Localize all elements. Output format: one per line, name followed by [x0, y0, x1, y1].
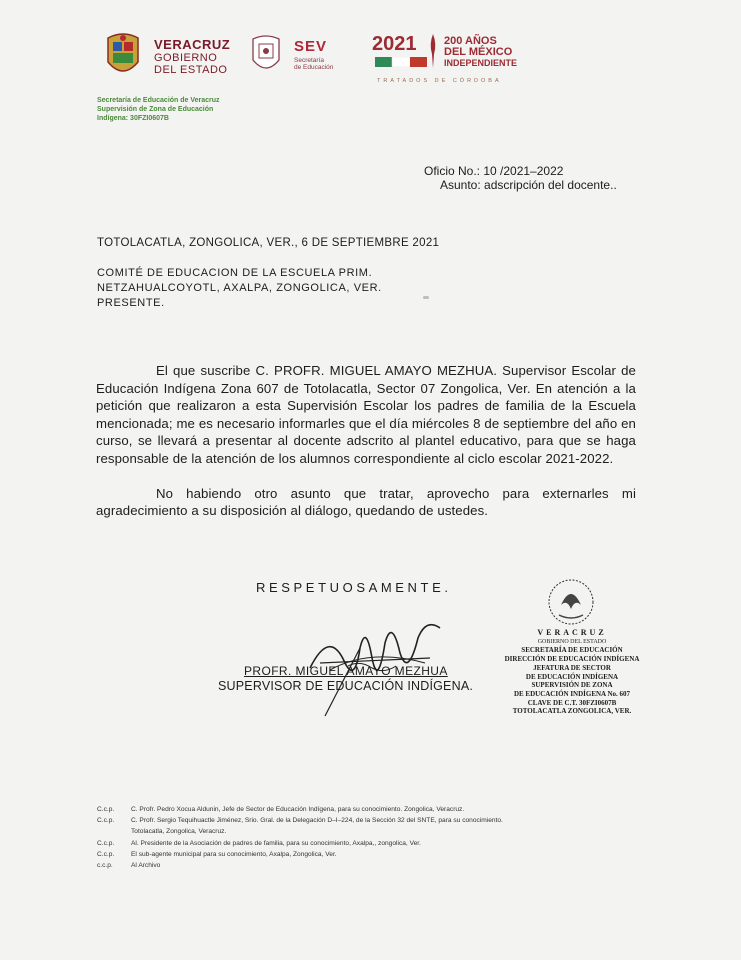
handwritten-signature	[300, 608, 450, 718]
ccp-list	[97, 804, 601, 871]
anniversary-line1: 200 AÑOS	[444, 35, 497, 47]
sev-shield-icon	[250, 34, 282, 76]
signer-role: SUPERVISOR DE EDUCACIÓN INDÍGENA.	[218, 679, 474, 693]
ccp-value: C. Profr. Sergio Tequihuactle Jiménez, Srio. Gral. de la Delegación D–I–224, de la Sección 32 del SNTE, para su conocimiento.	[131, 817, 503, 825]
closing: RESPETUOSAMENTE.	[256, 580, 452, 595]
veracruz-title: VERACRUZ	[154, 37, 231, 52]
ccp-key: c.c.p.	[97, 862, 113, 870]
anniversary-line3: INDEPENDIENTE	[444, 58, 518, 68]
seal-line5: JEFATURA DE SECTOR	[533, 663, 611, 672]
quill-icon	[428, 34, 438, 68]
anniversary-line2: DEL MÉXICO	[444, 46, 513, 58]
signer-name: PROFR. MIGUEL AMAYO MEZHUA	[244, 664, 448, 678]
addressee	[97, 266, 382, 311]
seal-line10: TOTOLACATLA ZONGOLICA, VER.	[512, 707, 632, 716]
seal-line1: VERACRUZ	[537, 628, 607, 637]
letter-body	[96, 362, 636, 520]
office-line2: Supervisión de Zona de Educación	[97, 106, 214, 113]
ccp-row	[97, 860, 601, 871]
oficio-number: Oficio No.: 10 /2021–2022	[424, 164, 564, 178]
veracruz-subtitle	[154, 52, 227, 76]
ccp-value: Al. Presidente de la Asociación de padres de familia, para su conocimiento, Axalpa,, zongolica, Ver.	[131, 839, 421, 847]
official-seal-text	[497, 629, 647, 716]
mexico-eagle-seal-icon	[541, 575, 601, 627]
scan-speck	[423, 296, 429, 299]
ccp-row	[97, 804, 601, 815]
paragraph-2: No habiendo otro asunto que tratar, aprovecho para externarles mi agradecimiento a su disposición al diálogo, quedando de ustedes.	[96, 485, 636, 519]
ccp-key	[97, 826, 131, 837]
seal-line7: SUPERVISIÓN DE ZONA	[531, 681, 613, 690]
sev-title: SEV	[294, 38, 328, 55]
anniversary-year: 2021	[372, 33, 417, 55]
ccp-row	[97, 826, 601, 837]
anniversary-text	[444, 36, 517, 69]
ccp-value: Al Archivo	[131, 862, 161, 870]
sev-line2: de Educación	[294, 64, 334, 71]
sev-line1: Secretaría	[294, 57, 324, 64]
seal-line6: DE EDUCACIÓN INDÍGENA	[525, 672, 619, 681]
paragraph-1: El que suscribe C. PROFR. MIGUEL AMAYO MEZHUA. Supervisor Escolar de Educación Indígena Zona 607 de Totolacatla, Sector 07 Zongolica, Ver. En atención a la petición que realizaron a esta Supervisión Escolar los padres de familia de la Escuela mencionada; me es necesario informarles que el día miércoles 8 de septiembre del año en curso, se llevará a presentar al docente adscrito al plantel educativo, para que se haga responsable de la atención de los alumnos correspondiente al ciclo escolar 2021-2022.	[96, 363, 636, 466]
ccp-value: C. Profr. Pedro Xocua Aldunin, Jefe de Sector de Educación Indígena, para su conocimiento. Zongolica, Veracruz.	[131, 806, 465, 813]
sev-subtitle	[294, 57, 333, 71]
veracruz-line1: GOBIERNO	[154, 52, 218, 64]
seal-line9: CLAVE DE C.T. 30FZI0607B	[527, 698, 617, 707]
ccp-value: Totolacatla, Zongolica, Veracruz.	[131, 828, 227, 836]
ccp-key: C.c.p.	[97, 817, 115, 825]
tratados-caption: TRATADOS DE CÓRDOBA	[377, 78, 502, 84]
ccp-value: El sub-agente municipal para su conocimiento, Axalpa, Zongolica, Ver.	[131, 850, 337, 858]
ccp-row	[97, 838, 601, 849]
seal-line3: SECRETARÍA DE EDUCACIÓN	[521, 646, 623, 655]
ccp-key: C.c.p.	[97, 839, 115, 847]
ccp-key: C.c.p.	[97, 850, 115, 858]
ccp-row	[97, 815, 601, 826]
addressee-line3: PRESENTE.	[97, 297, 165, 309]
seal-line2: GOBIERNO DEL ESTADO	[537, 638, 607, 645]
office-line1: Secretaría de Educación de Veracruz	[97, 97, 220, 104]
ccp-row	[97, 849, 601, 860]
seal-line4: DIRECCIÓN DE EDUCACIÓN INDÍGENA	[504, 655, 640, 664]
office-line3: Indígena: 30FZI0607B	[97, 115, 169, 122]
mexico-flag-icon	[375, 57, 427, 67]
place-date: TOTOLACATLA, ZONGOLICA, VER., 6 DE SEPTIEMBRE 2021	[97, 237, 440, 249]
office-heading	[97, 96, 220, 123]
ccp-key: C.c.p.	[97, 806, 115, 813]
addressee-line2: NETZAHUALCOYOTL, AXALPA, ZONGOLICA, VER.	[97, 282, 382, 294]
addressee-line1: COMITÉ DE EDUCACION DE LA ESCUELA PRIM.	[97, 267, 373, 279]
veracruz-coat-of-arms-icon	[104, 32, 142, 80]
veracruz-line2: DEL ESTADO	[154, 64, 228, 76]
seal-line8: DE EDUCACIÓN INDÍGENA No. 607	[513, 689, 631, 698]
asunto: Asunto: adscripción del docente..	[440, 178, 617, 192]
